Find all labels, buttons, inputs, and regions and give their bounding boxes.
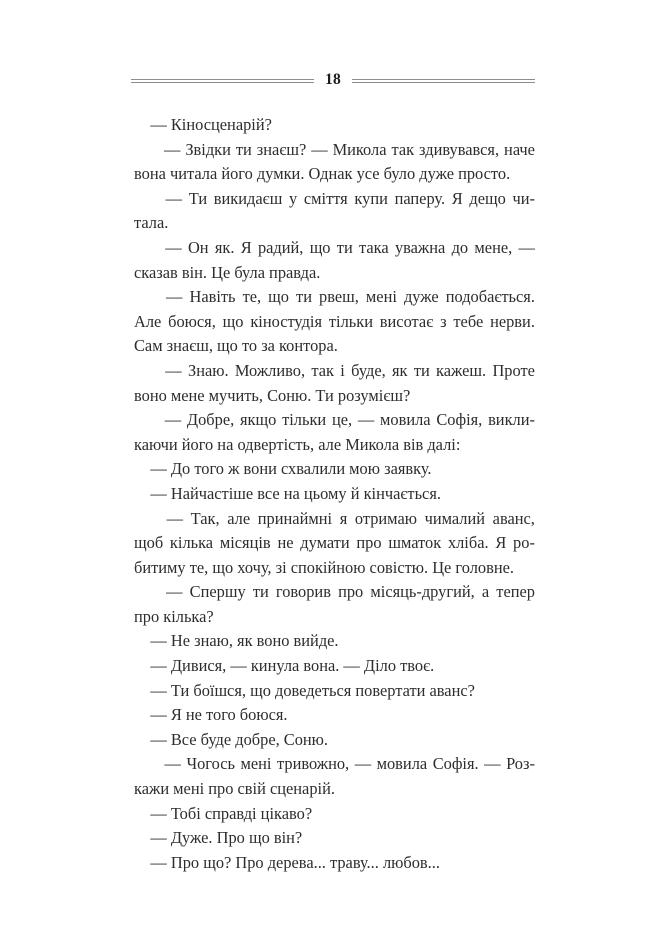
text-line: — Ти викидаєш у сміття купи паперу. Я дещо чи-: [134, 187, 535, 212]
first-line-indent: [134, 285, 159, 310]
paragraph: [134, 457, 535, 482]
text-line: — Дуже. Про що він?: [134, 828, 303, 848]
text-line: — Спершу ти говорив про місяць-другий, а тепер: [134, 580, 535, 605]
paragraph: [134, 113, 535, 138]
body-text: [134, 113, 535, 875]
paragraph: [134, 802, 535, 827]
text-line: сказав він. Це була правда.: [134, 262, 321, 282]
first-line-indent: [134, 236, 159, 261]
paragraph: [134, 826, 535, 851]
text-line: — Знаю. Можливо, так і буде, як ти кажеш. Проте: [134, 359, 535, 384]
text-line: — Не знаю, як воно вийде.: [134, 631, 339, 651]
text-line: про кілька?: [134, 606, 214, 626]
running-head-rule-left: [131, 79, 314, 83]
first-line-indent: [134, 359, 159, 384]
paragraph: [134, 851, 535, 876]
text-line: — Найчастіше все на цьому й кінчається.: [134, 483, 441, 503]
text-line: щоб кілька місяців не думати про шматок хліба. Я ро-: [134, 533, 535, 553]
paragraph: [134, 507, 535, 581]
first-line-indent: [134, 580, 159, 605]
text-line: вона читала його думки. Однак усе було дуже просто.: [134, 164, 511, 184]
text-line: — Добре, якщо тільки це, — мовила Софія, викли-: [134, 408, 535, 433]
text-line: — Ти боїшся, що доведеться повертати аванс?: [134, 680, 475, 700]
text-line: — Звідки ти знаєш? — Микола так здивувався, наче: [134, 138, 535, 163]
text-line: воно мене мучить, Соню. Ти розумієш?: [134, 385, 411, 405]
paragraph: [134, 285, 535, 359]
text-line: битиму те, що хочу, зі спокійною совістю. Це головне.: [134, 557, 514, 577]
text-line: каючи його на одвертість, але Микола вів далі:: [134, 434, 461, 454]
text-line: — Про що? Про дерева... траву... любов...: [134, 852, 440, 872]
text-line: — Чогось мені тривожно, — мовила Софія. — Роз-: [134, 752, 535, 777]
first-line-indent: [134, 138, 159, 163]
paragraph: [134, 728, 535, 753]
page-number: 18: [324, 71, 342, 89]
text-line: Але боюся, що кіностудія тільки висотає з тебе нерви.: [134, 311, 535, 331]
first-line-indent: [134, 752, 159, 777]
text-line: — Тобі справді цікаво?: [134, 803, 313, 823]
text-line: — Так, але принаймні я отримаю чималий аванс,: [134, 507, 535, 532]
paragraph: [134, 408, 535, 457]
running-head: [131, 68, 535, 94]
paragraph: [134, 482, 535, 507]
text-line: Сам знаєш, що то за контора.: [134, 336, 338, 356]
text-line: тала.: [134, 213, 169, 233]
first-line-indent: [134, 187, 159, 212]
paragraph: [134, 359, 535, 408]
paragraph: [134, 580, 535, 629]
paragraph: [134, 629, 535, 654]
running-head-rule-right: [352, 79, 535, 83]
paragraph: [134, 187, 535, 236]
text-line: — Он як. Я радий, що ти така уважна до мене, —: [134, 236, 535, 261]
paragraph: [134, 679, 535, 704]
paragraph: [134, 703, 535, 728]
first-line-indent: [134, 507, 159, 532]
paragraph: [134, 138, 535, 187]
text-line: — Навіть те, що ти рвеш, мені дуже подобається.: [134, 285, 535, 310]
text-line: — Я не того боюся.: [134, 705, 288, 725]
first-line-indent: [134, 408, 159, 433]
text-line: — Все буде добре, Соню.: [134, 729, 329, 749]
paragraph: [134, 654, 535, 679]
text-line: кажи мені про свій сценарій.: [134, 779, 335, 799]
text-line: — Дивися, — кинула вона. — Діло твоє.: [134, 656, 435, 676]
text-line: — Кіносценарій?: [134, 115, 272, 134]
paragraph: [134, 752, 535, 801]
text-line: — До того ж вони схвалили мою заявку.: [134, 459, 432, 479]
paragraph: [134, 236, 535, 285]
